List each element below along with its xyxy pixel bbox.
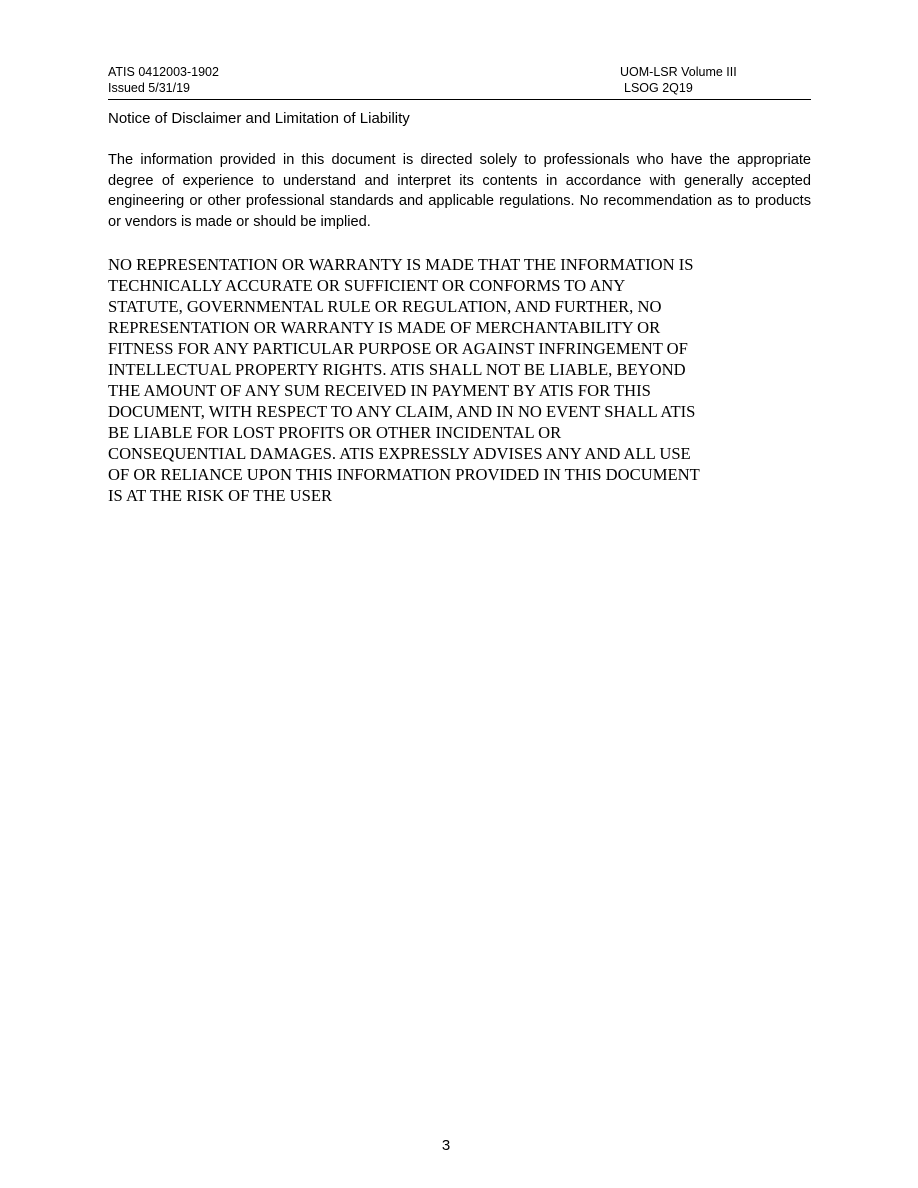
warranty-line: FITNESS FOR ANY PARTICULAR PURPOSE OR AGAINST INFRINGEMENT OF	[108, 339, 688, 358]
warranty-line: DOCUMENT, WITH RESPECT TO ANY CLAIM, AND IN NO EVENT SHALL ATIS	[108, 402, 696, 421]
volume-label: UOM-LSR Volume III	[620, 65, 737, 79]
page-header	[108, 64, 811, 100]
issue-date: Issued 5/31/19	[108, 81, 191, 95]
warranty-line: IS AT THE RISK OF THE USER	[108, 486, 333, 505]
warranty-line: CONSEQUENTIAL DAMAGES. ATIS EXPRESSLY ADVISES ANY AND ALL USE	[108, 444, 691, 463]
notice-title: Notice of Disclaimer and Limitation of Liability	[108, 110, 410, 127]
release-label: LSOG 2Q19	[624, 81, 693, 95]
warranty-line: NO REPRESENTATION OR WARRANTY IS MADE THAT THE INFORMATION IS	[108, 255, 694, 274]
warranty-line: STATUTE, GOVERNMENTAL RULE OR REGULATION, AND FURTHER, NO	[108, 297, 662, 316]
header-left	[108, 64, 219, 96]
warranty-line: THE AMOUNT OF ANY SUM RECEIVED IN PAYMENT BY ATIS FOR THIS	[108, 381, 651, 400]
document-number: ATIS 0412003-1902	[108, 65, 219, 79]
intro-paragraph: The information provided in this document is directed solely to professionals who have the appropriate degree of experience to understand and interpret its contents in accordance with generally accepted engineering or other professional standards and applicable regulations. No recommendation as to products or vendors is made or should be implied.	[108, 152, 811, 231]
warranty-line: REPRESENTATION OR WARRANTY IS MADE OF MERCHANTABILITY OR	[108, 318, 661, 337]
header-right	[620, 64, 737, 96]
warranty-line: TECHNICALLY ACCURATE OR SUFFICIENT OR CONFORMS TO ANY	[108, 276, 626, 295]
page-number: 3	[441, 1137, 451, 1154]
warranty-line: OF OR RELIANCE UPON THIS INFORMATION PROVIDED IN THIS DOCUMENT	[108, 465, 700, 484]
warranty-paragraph	[108, 254, 818, 506]
warranty-line: INTELLECTUAL PROPERTY RIGHTS. ATIS SHALL NOT BE LIABLE, BEYOND	[108, 360, 686, 379]
warranty-line: BE LIABLE FOR LOST PROFITS OR OTHER INCIDENTAL OR	[108, 423, 562, 442]
